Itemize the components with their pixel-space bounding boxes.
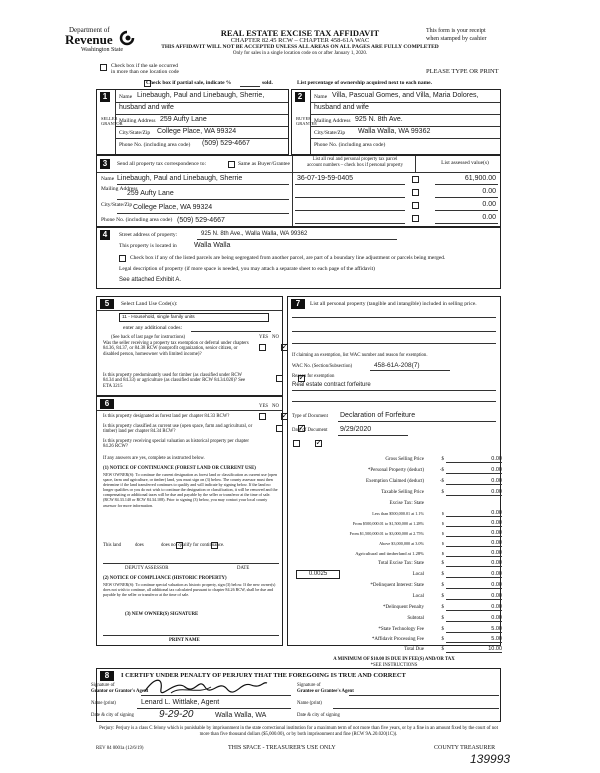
notice-2-text: NEW OWNER(S): To continue special valuation as historic property, sign (3) below. If the new owner(s) does not wish to continue, all additional tax calculated pursuant to chapter 84.26 RCW, shall be due and payable by the seller or transferor at the time of sale. — [103, 582, 276, 598]
current-use-yes-checkbox[interactable] — [276, 425, 283, 432]
multi-location-checkbox[interactable] — [100, 64, 107, 71]
section-number: 5 — [100, 299, 114, 309]
seller-name[interactable]: Linebaugh, Paul and Linebaugh, Sherrie, — [137, 92, 265, 99]
section-number: 3 — [100, 159, 110, 169]
section-8 — [91, 668, 501, 722]
see-instructions: *SEE INSTRUCTIONS — [370, 663, 418, 668]
assessed-value[interactable]: 0.00 — [482, 214, 496, 221]
multi-location-label-2: in more than one location code — [111, 69, 179, 75]
doc-date-label: Date of Document — [292, 428, 328, 433]
seller-phone-label: Phone No. (including area code) — [119, 142, 191, 148]
corr-name-label: Name — [101, 176, 115, 182]
tax-value[interactable]: 0.00 — [446, 456, 502, 463]
grantor-name[interactable]: Lenard L. Wittlake, Agent — [141, 699, 220, 706]
corr-city[interactable]: College Place, WA 99324 — [133, 204, 213, 211]
grantee-sig-label-1: Signature of — [297, 683, 321, 688]
parcel-header-1: List all real and personal property tax parcel — [312, 157, 398, 162]
ownership-note: List percentage of ownership acquired next to each name. — [297, 80, 432, 86]
located-in[interactable]: Walla Walla — [194, 242, 231, 249]
legal-desc[interactable]: See attached Exhibit A. — [119, 277, 182, 283]
parcel-number[interactable]: 36-07-19-59-0405 — [297, 175, 354, 182]
location-section — [96, 227, 501, 289]
tax-value[interactable]: 0.00 — [446, 530, 502, 537]
grantor-date[interactable]: 9-29-20 — [159, 709, 194, 720]
segregation-checkbox[interactable] — [119, 255, 126, 262]
wac-label: WAC No. (Section/Subsection) — [292, 364, 353, 369]
deputy-assessor-label: DEPUTY ASSESSOR — [125, 566, 169, 571]
tax-row: 0.0025 Local $ 0.00 — [290, 571, 502, 581]
send-correspondence-label: Send all property tax correspondence to: — [117, 161, 207, 167]
seller-name-label: Name — [119, 94, 133, 100]
section-number: 7 — [291, 299, 305, 309]
perjury-notice: Perjury: Perjury is a class C felony which is punishable by imprisonment in the state correctional institution for a maximum term of not more than five years, or by a fine in an amount fixed by the court of not more than five thousand dollars ($5,000.00), or by both imprisonment and fine (RCW 9A.20.020(1C)). — [99, 726, 498, 737]
section-number: 4 — [100, 230, 110, 240]
grantee-name-label: Name (print) — [297, 701, 322, 706]
multi-location-label-1: Check box if the sale occurred — [111, 63, 179, 69]
tax-value[interactable]: 0.00 — [446, 615, 502, 622]
corr-phone-label: Phone No. (including area code) — [101, 217, 173, 223]
tax-value[interactable]: 0.00 — [446, 550, 502, 557]
tax-value[interactable]: 0.00 — [446, 520, 502, 527]
tax-row: Agricultural and timberland at 1.28% $ 0.00 — [355, 550, 502, 556]
corr-phone[interactable]: (509) 529-4667 — [177, 217, 225, 224]
forest-question: Is this property designated as forest land per chapter 84.33 RCW? — [103, 414, 230, 419]
grantor-city[interactable]: Walla Walla, WA — [215, 712, 267, 719]
grantee-sig-label-2: Grantee or Grantee's Agent — [297, 689, 354, 694]
segregation-label: Check box if any of the listed parcels are being segregated from another parcel, are part of a boundary line adjustment or parcels being merged. — [130, 255, 446, 261]
personal-property-checkbox[interactable] — [412, 202, 419, 209]
notice-1-title: (1) NOTICE OF CONTINUANCE (FOREST LAND OR CURRENT USE) — [103, 466, 256, 471]
new-owner-sig-label: (3) NEW OWNER(S) SIGNATURE — [125, 612, 199, 617]
tax-label: Local — [412, 594, 424, 599]
notice-2-title: (2) NOTICE OF COMPLIANCE (HISTORIC PROPERTY) — [103, 576, 227, 581]
assessed-header: List assessed value(s) — [441, 160, 489, 166]
yes-header: YES — [259, 335, 269, 340]
same-as-buyer-checkbox[interactable] — [228, 161, 235, 168]
certify-statement: I CERTIFY UNDER PENALTY OF PERJURY THAT THE FOREGOING IS TRUE AND CORRECT — [121, 672, 406, 679]
assessed-value[interactable]: 61,900.00 — [464, 175, 496, 182]
sales-note: Only for sales in a single location code on or after January 1, 2020. — [232, 51, 368, 56]
doc-date[interactable]: 9/29/2020 — [340, 426, 372, 433]
tax-row: Total Excise Tax: State $ 0.00 — [377, 560, 502, 566]
tax-value[interactable]: 10.00 — [446, 646, 502, 653]
assessor-date-label: DATE — [237, 566, 250, 571]
tax-row: Total Due $ 10.00 — [404, 646, 502, 652]
grantor-sig-label-2: Grantor or Grantor's Agent — [91, 689, 149, 694]
legal-desc-label: Legal description of property (if more space is needed, you may attach a separate sheet to each page of the affidavit) — [119, 266, 375, 272]
seller-phone[interactable]: (509) 529-4667 — [202, 140, 250, 147]
no-header: NO — [272, 404, 279, 409]
section-5 — [96, 296, 283, 396]
tax-value[interactable]: 0.00 — [446, 582, 502, 589]
tax-value[interactable]: 0.00 — [446, 571, 502, 578]
local-rate-field[interactable]: 0.0025 — [296, 570, 340, 579]
section-number: 2 — [295, 92, 305, 102]
current-use-question: Is this property classified as current use (open space, farm and agricultural, or timber) land per chapter 84.34 RCW? — [103, 424, 253, 435]
forest-yes-checkbox[interactable] — [259, 413, 266, 420]
tax-row — [290, 500, 502, 510]
partial-sale-label: Check box if partial sale, indicate % — [146, 80, 232, 86]
seller-city[interactable]: College Place, WA 99324 — [157, 128, 237, 135]
tax-value[interactable]: 0.00 — [446, 560, 502, 567]
corr-mailing-label: Mailing Address — [101, 186, 138, 192]
does-label: does — [135, 543, 144, 548]
parcel-row — [295, 187, 500, 199]
tax-label: Gross Selling Price — [385, 457, 424, 462]
parcel-row — [295, 213, 500, 225]
personal-property-checkbox[interactable] — [412, 176, 419, 183]
buyer-mailing-label: Mailing Address — [314, 118, 351, 124]
grantee-signature-line[interactable] — [349, 695, 499, 696]
land-use-select[interactable]: 11 - Household, single family units — [119, 313, 269, 322]
tax-row: Gross Selling Price $ 0.00 — [385, 456, 502, 462]
tax-label: Exemption Claimed (deduct) — [365, 479, 424, 484]
q2-yes-checkbox[interactable] — [276, 375, 283, 382]
personal-property-label: List all personal property (tangible and intangible) included in selling price. — [310, 301, 477, 307]
street-label: Street address of property: — [119, 232, 178, 238]
tax-row: *Affidavit Processing Fee $ 5.00 — [371, 636, 502, 642]
this-land-label: This land — [103, 543, 121, 548]
doc-type-label: Type of Document — [292, 414, 328, 419]
buyer-side-label: BUYER GRANTEE — [296, 116, 317, 126]
parcel-header-2: account numbers – check box if personal property — [306, 163, 404, 168]
located-in-label: This property is located in — [119, 243, 177, 249]
partial-sale-pct-field[interactable] — [240, 79, 260, 87]
wac-number[interactable]: 458-61A-208(7) — [374, 362, 420, 369]
revision-code: REV 84 0001a (12/6/19) — [96, 746, 144, 751]
corr-city-label: City/State/Zip — [101, 202, 133, 208]
tax-value[interactable]: 5.00 — [446, 636, 502, 643]
buyer-name-label: Name — [314, 94, 328, 100]
tax-value[interactable]: 0.00 — [446, 478, 502, 485]
reason-label: Reason for exemption — [292, 374, 335, 379]
seller-side-label: SELLER GRANTOR — [101, 116, 123, 126]
q1-yes-checkbox[interactable] — [259, 344, 266, 351]
dept-small: Department of — [69, 26, 110, 34]
tax-row: Local $ 0.00 — [412, 593, 502, 599]
dept-state: Washington State — [81, 47, 124, 53]
reason-value[interactable]: Real estate contract forfeiture — [292, 382, 371, 388]
additional-codes-field[interactable] — [191, 324, 271, 332]
tax-label: Agricultural and timberland at 1.28% — [355, 551, 424, 556]
personal-property-checkbox[interactable] — [412, 189, 419, 196]
grantor-sig-label-1: Signature of — [91, 683, 115, 688]
if-yes-note: If any answers are yes, complete as instructed below. — [103, 456, 205, 461]
type-or-print: PLEASE TYPE OR PRINT — [426, 68, 499, 75]
tax-row: *Delinquent Penalty $ 0.00 — [383, 604, 502, 610]
tax-value[interactable]: 0.00 — [446, 604, 502, 611]
tax-row: Less than $500,000.01 at 1.1% $ 0.00 — [372, 510, 502, 516]
buyer-name[interactable]: Villa, Pascual Gomes, and Villa, Maria Dolores, — [332, 92, 479, 99]
buyer-name-2[interactable]: husband and wife — [314, 104, 369, 111]
parcel-row — [295, 174, 500, 186]
correspondence-section — [96, 155, 501, 227]
tax-label: Less than $500,000.01 at 1.1% — [372, 511, 424, 516]
tax-row: From $1,500,000.01 to $3,000,000 at 2.75% $ 0.00 — [349, 530, 502, 536]
seller-city-label: City/State/Zip — [119, 130, 151, 136]
grantor-signature[interactable] — [141, 675, 271, 697]
tax-row: From $500,000.01 to $1,500,000 at 1.28% $ 0.00 — [352, 520, 502, 526]
buyer-phone-label: Phone No. (including area code) — [314, 142, 386, 148]
parcel-row — [295, 200, 500, 212]
seller-name-2[interactable]: husband and wife — [119, 104, 174, 111]
county-treasurer: COUNTY TREASURER — [434, 745, 496, 751]
tax-value[interactable]: 5.00 — [446, 626, 502, 633]
section-6 — [96, 396, 283, 646]
tax-row: Exemption Claimed (deduct) -$ 0.00 — [365, 478, 502, 484]
assessed-value[interactable]: 0.00 — [482, 188, 496, 195]
tax-label: From $500,000.01 to $1,500,000 at 1.28% — [352, 521, 424, 526]
form-title: REAL ESTATE EXCISE TAX AFFIDAVIT — [220, 28, 380, 38]
tax-value[interactable]: 0.00 — [446, 540, 502, 547]
tax-value[interactable]: 0.00 — [446, 489, 502, 496]
sold-label: sold. — [262, 80, 273, 86]
no-header: NO — [272, 335, 279, 340]
dept-big: Revenue — [65, 32, 113, 47]
street-address[interactable]: 925 N. 8th Ave., Walla Walla, WA 99362 — [201, 231, 308, 237]
corr-name[interactable]: Linebaugh, Paul and Linebaugh, Sherrie — [117, 175, 243, 182]
tax-row: Above $3,000,000 at 3.0% $ 0.00 — [379, 540, 502, 546]
tax-row: Subtotal $ 0.00 — [407, 615, 502, 621]
tax-label: Total Excise Tax: State — [377, 561, 424, 566]
form-chapter: CHAPTER 82.45 RCW – CHAPTER 458-61A WAC — [230, 37, 370, 44]
buyer-city-label: City/State/Zip — [314, 130, 346, 136]
tax-row: *State Technology Fee $ 5.00 — [378, 626, 502, 632]
assessor-signature-line[interactable] — [103, 563, 279, 564]
tax-label: *Delinquent Interest: State — [370, 583, 424, 588]
seller-mailing[interactable]: 259 Aufty Lane — [160, 116, 207, 123]
tax-row: Taxable Selling Price $ 0.00 — [381, 489, 502, 495]
print-name-label: PRINT NAME — [169, 638, 200, 643]
exemption-question: Was the seller receiving a property tax exemption or deferral under chapters 84.36, 84.37, or 84.38 RCW (nonprofit organization, senior citizen, or disabled person, homeowner with limited income)? — [103, 341, 249, 357]
timber-question: Is this property predominantly used for timber (as classified under RCW 84.34 and 84.33) or agriculture (as classified under RCW 84.34.020)? See ETA 3215 — [103, 373, 246, 389]
buyer-mailing[interactable]: 925 N. 8th Ave. — [355, 116, 403, 123]
tax-row: *Delinquent Interest: State $ 0.00 — [370, 582, 502, 588]
historic-question: Is this property receiving special valuation as historical property per chapter 84.26 RCW? — [103, 439, 249, 450]
tax-label: *Affidavit Processing Fee — [371, 637, 424, 642]
receipt-note-1: This form is your receipt — [426, 28, 486, 34]
buyer-section — [291, 89, 501, 155]
grantor-date-label: Date & city of signing — [91, 713, 134, 718]
tax-label: Excise Tax: State — [389, 501, 424, 506]
section-number: 8 — [100, 671, 114, 681]
yes-header: YES — [259, 404, 269, 409]
minimum-note: A MINIMUM OF $10.00 IS DUE IN FEE(S) AND/OR TAX — [333, 657, 455, 662]
stamp-number: 139993 — [470, 752, 511, 766]
additional-codes-label: enter any additional codes: — [123, 325, 183, 331]
tax-row: *Personal Property (deduct) -$ 0.00 — [367, 467, 502, 473]
section-number: 6 — [100, 399, 114, 409]
assessed-value[interactable]: 0.00 — [482, 201, 496, 208]
tax-label: From $1,500,000.01 to $3,000,000 at 2.75% — [349, 531, 424, 536]
grantor-name-label: Name (print) — [91, 701, 116, 706]
grantee-date-label: Date & city of signing — [297, 713, 340, 718]
seller-mailing-label: Mailing Address — [119, 118, 156, 124]
doc-type[interactable]: Declaration of Forfeiture — [340, 412, 416, 419]
exemption-label: If claiming an exemption, list WAC number and reason for exemption. — [292, 353, 428, 358]
tax-value[interactable]: 0.00 — [446, 593, 502, 600]
form-warning: THIS AFFIDAVIT WILL NOT BE ACCEPTED UNLESS ALL AREAS ON ALL PAGES ARE FULLY COMPLETED — [161, 44, 439, 50]
personal-property-checkbox[interactable] — [412, 215, 419, 222]
tax-label: *Delinquent Penalty — [383, 605, 424, 610]
new-owner-sig-line[interactable] — [103, 635, 279, 636]
tax-label: Subtotal — [407, 616, 424, 621]
receipt-note-2: when stamped by cashier — [426, 36, 487, 42]
corr-mailing[interactable]: 259 Aufty Lane — [127, 190, 174, 197]
land-use-label: Select Land Use Code(s): — [121, 301, 178, 307]
does-not-label: does not qualify for continuance. — [161, 543, 225, 548]
seller-section — [96, 89, 289, 155]
notice-1-text: NEW OWNER(S): To continue the current designation as forest land or classification as current use (open space, farm and agriculture, or timber) land, you must sign on (3) below. The county assessor must then determine if the land transferred continues to qualify and will indicate by signing below. If the land no longer qualifies or you do not wish to continue the designation or classification, it will be removed and the compensating or additional taxes will be due and payable by the seller or transferor at the time of sale. (RCW 84.33.140 or RCW 84.34.108). Prior to signing (3) below, you may contact your local county assessor for more information. — [103, 472, 278, 508]
treasurer-use-only: THIS SPACE - TREASURER'S USE ONLY — [228, 745, 336, 751]
tax-label: Local — [412, 572, 424, 577]
buyer-city[interactable]: Walla Walla, WA 99362 — [358, 128, 431, 135]
tax-label: *State Technology Fee — [378, 627, 424, 632]
tax-value[interactable]: 0.00 — [446, 510, 502, 517]
tax-label: Taxable Selling Price — [381, 490, 424, 495]
tax-label: Total Due — [404, 647, 424, 652]
tax-value[interactable]: 0.00 — [446, 467, 502, 474]
see-back-note: (See back of last page for instructions) — [111, 335, 186, 340]
tax-label: *Personal Property (deduct) — [367, 468, 424, 473]
tax-label: Above $3,000,000 at 3.0% — [379, 541, 424, 546]
same-as-buyer-label: Same as Buyer/Grantee — [238, 161, 290, 167]
section-number: 1 — [100, 92, 110, 102]
